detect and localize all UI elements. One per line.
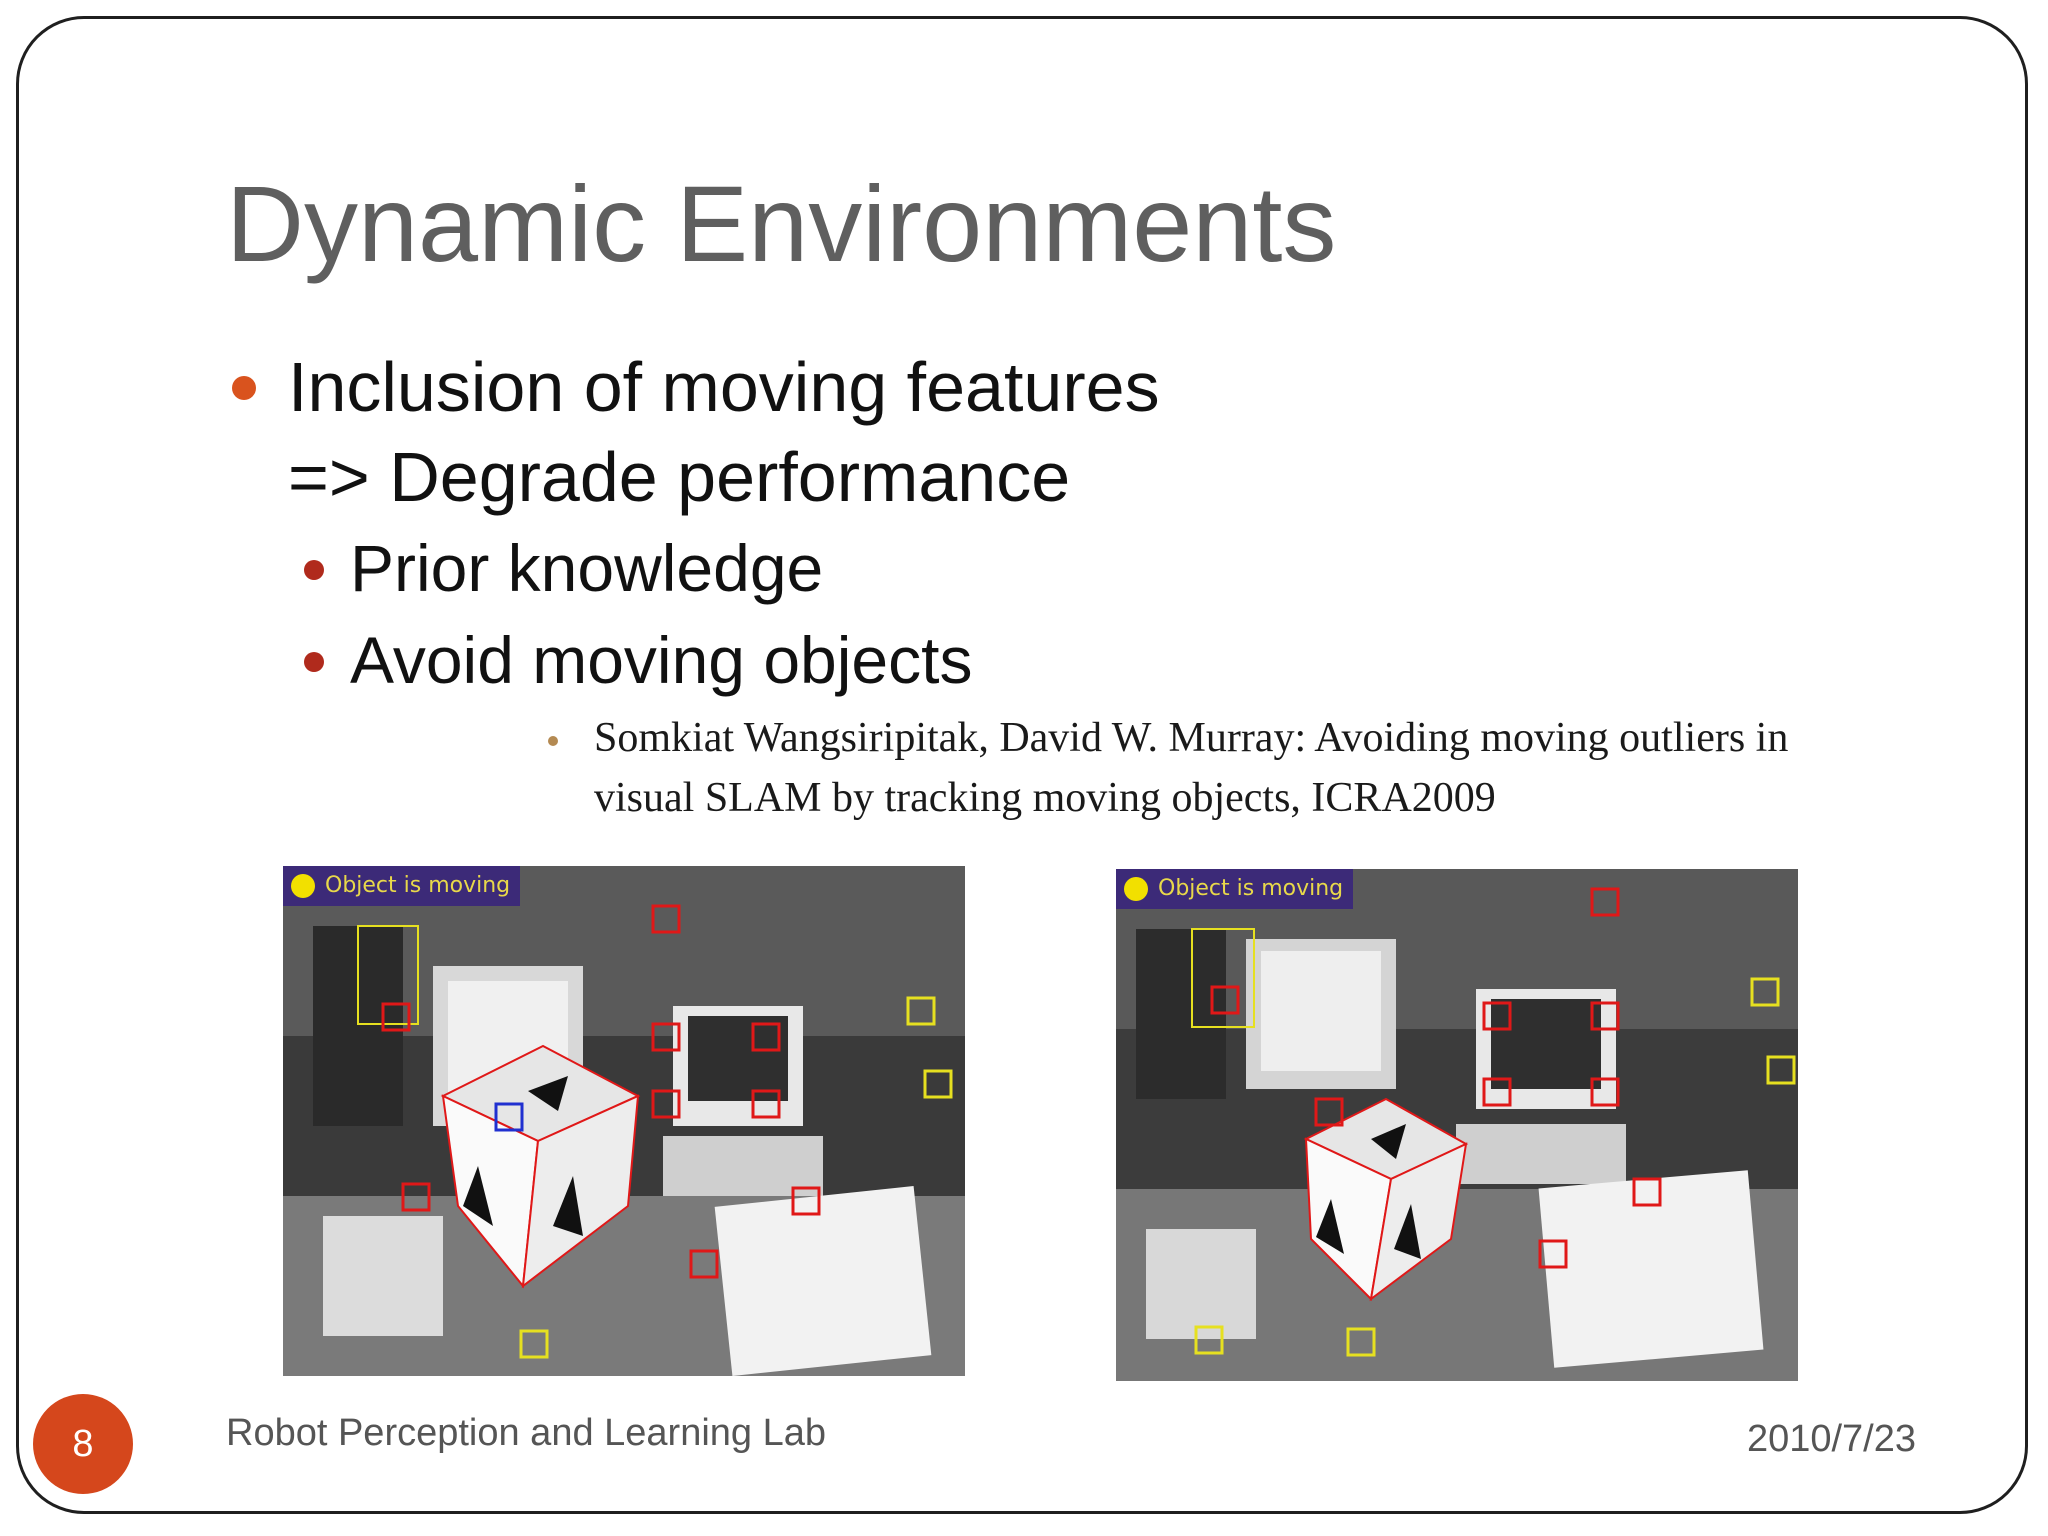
- status-indicator-icon: [1124, 877, 1148, 901]
- bullet-dot-icon: [304, 652, 324, 672]
- status-indicator-icon: [291, 874, 315, 898]
- motion-status-caption: Object is moving: [1116, 869, 1353, 909]
- bullet-sub-label: Avoid moving objects: [350, 623, 973, 697]
- footer-lab-name: Robot Perception and Learning Lab: [226, 1412, 827, 1454]
- slide-title: Dynamic Environments: [226, 163, 1337, 284]
- bullet-dot-icon: [232, 376, 256, 400]
- bullet-sub-label: Prior knowledge: [350, 531, 824, 605]
- lab-scene-illustration: [283, 866, 965, 1376]
- page-number-badge: 8: [33, 1394, 133, 1494]
- bullet-main-line2: => Degrade performance: [288, 438, 1071, 516]
- reference-line2: visual SLAM by tracking moving objects, ICRA2009: [594, 775, 1496, 821]
- bullet-dot-icon: [548, 736, 558, 746]
- tracking-image-right: [1116, 869, 1798, 1381]
- bullet-main-line1: Inclusion of moving features: [288, 348, 1160, 426]
- reference-line1: Somkiat Wangsiripitak, David W. Murray: Avoiding moving outliers in: [594, 715, 1789, 761]
- footer-date: 2010/7/23: [1746, 1418, 1916, 1460]
- motion-status-caption: Object is moving: [283, 866, 520, 906]
- bullet-dot-icon: [304, 560, 324, 580]
- tracking-image-left: [283, 866, 965, 1376]
- lab-scene-illustration: [1116, 869, 1798, 1381]
